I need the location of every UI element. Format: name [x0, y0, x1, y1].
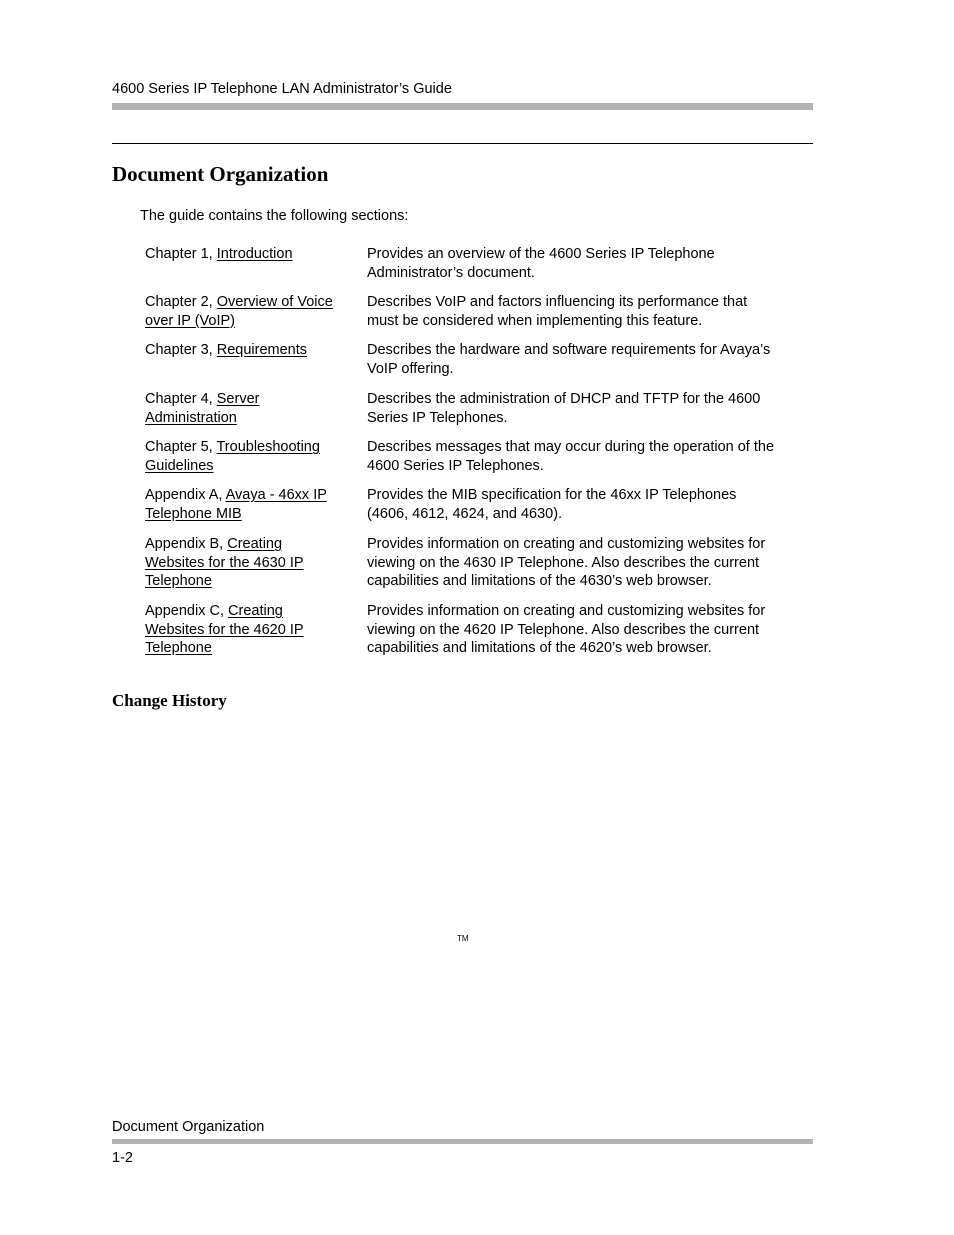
- description-cell: [367, 293, 807, 330]
- chapter-prefix: Chapter 1,: [145, 246, 217, 262]
- description-line: Administrator’s document.: [367, 264, 535, 281]
- description-cell: [367, 438, 807, 475]
- appendix-link-4620-websites-cont[interactable]: Telephone: [145, 640, 212, 656]
- chapter-cell: [145, 486, 360, 523]
- description-line: capabilities and limitations of the 4630’s web browser.: [367, 573, 712, 589]
- description-cell: [367, 602, 807, 658]
- chapter-cell: [145, 293, 360, 330]
- description-line: Describes messages that may occur during the operation of the: [367, 439, 775, 455]
- page-number: 1-2: [112, 1150, 133, 1166]
- description-line: VoIP offering.: [367, 360, 454, 377]
- section-rule: [112, 143, 813, 144]
- description-line: Series IP Telephones.: [367, 409, 508, 426]
- chapter-cell: [145, 602, 360, 658]
- description-line: Provides information on creating and customizing websites for: [367, 603, 766, 619]
- chapter-prefix: Appendix B,: [145, 536, 228, 552]
- description-cell: [367, 245, 807, 282]
- description-line: (4606, 4612, 4624, and 4630).: [367, 505, 563, 522]
- header-gray-rule: [112, 103, 813, 110]
- description-line: Describes VoIP and factors influencing its performance that: [367, 294, 748, 310]
- page-title: Document Organization: [112, 162, 329, 186]
- trademark-mark: TM: [457, 934, 469, 943]
- description-cell: [367, 390, 807, 427]
- chapter-prefix: Chapter 5,: [145, 439, 217, 455]
- description-line: Provides an overview of the 4600 Series IP Telephone: [367, 246, 715, 262]
- chapter-cell: [145, 438, 360, 475]
- chapter-link-requirements[interactable]: Requirements: [216, 342, 308, 358]
- footer-section-title: Document Organization: [112, 1119, 265, 1135]
- appendix-link-mib-cont[interactable]: Telephone MIB: [145, 505, 242, 522]
- description-line: capabilities and limitations of the 4620’s web browser.: [367, 640, 712, 656]
- chapter-link-server-administration[interactable]: Server: [216, 391, 260, 407]
- chapter-link-troubleshooting[interactable]: Troubleshooting: [216, 439, 320, 455]
- description-line: viewing on the 4620 IP Telephone. Also describes the current: [367, 621, 760, 638]
- chapter-cell: [145, 535, 360, 591]
- appendix-link-mib[interactable]: Avaya - 46xx IP: [225, 487, 327, 503]
- chapter-prefix: Chapter 3,: [145, 342, 217, 358]
- chapter-cell: [145, 245, 360, 264]
- chapter-prefix: Chapter 2,: [145, 294, 217, 310]
- appendix-link-4620-websites[interactable]: Creating: [228, 603, 283, 619]
- description-line: viewing on the 4630 IP Telephone. Also describes the current: [367, 554, 760, 571]
- intro-text: The guide contains the following sections:: [140, 208, 409, 224]
- description-line: Describes the administration of DHCP and TFTP for the 4600: [367, 391, 761, 407]
- appendix-link-4630-websites-cont[interactable]: Websites for the 4630 IP: [145, 554, 304, 571]
- description-cell: [367, 341, 807, 378]
- description-line: Provides information on creating and customizing websites for: [367, 536, 766, 552]
- appendix-link-4630-websites-cont[interactable]: Telephone: [145, 573, 212, 589]
- chapter-link-introduction[interactable]: Introduction: [216, 246, 293, 262]
- running-header-title: 4600 Series IP Telephone LAN Administrator’s Guide: [112, 81, 452, 97]
- description-line: must be considered when implementing this feature.: [367, 312, 703, 329]
- chapter-prefix: Chapter 4,: [145, 391, 217, 407]
- chapter-link-server-administration-cont[interactable]: Administration: [145, 409, 237, 426]
- chapter-cell: [145, 341, 360, 360]
- chapter-prefix: Appendix A,: [145, 487, 226, 503]
- chapter-link-troubleshooting-cont[interactable]: Guidelines: [145, 457, 214, 474]
- change-history-heading: Change History: [112, 691, 227, 710]
- description-line: Describes the hardware and software requirements for Avaya’s: [367, 342, 771, 358]
- footer-gray-rule: [112, 1139, 813, 1144]
- chapter-prefix: Appendix C,: [145, 603, 229, 619]
- chapter-link-voip[interactable]: Overview of Voice: [216, 294, 333, 310]
- appendix-link-4630-websites[interactable]: Creating: [227, 536, 283, 552]
- description-line: 4600 Series IP Telephones.: [367, 457, 544, 474]
- description-cell: [367, 535, 807, 591]
- description-line: Provides the MIB specification for the 46xx IP Telephones: [367, 487, 737, 503]
- appendix-link-4620-websites-cont[interactable]: Websites for the 4620 IP: [145, 621, 304, 638]
- chapter-cell: [145, 390, 360, 427]
- description-cell: [367, 486, 807, 523]
- chapter-link-voip-cont[interactable]: over IP (VoIP): [145, 312, 235, 329]
